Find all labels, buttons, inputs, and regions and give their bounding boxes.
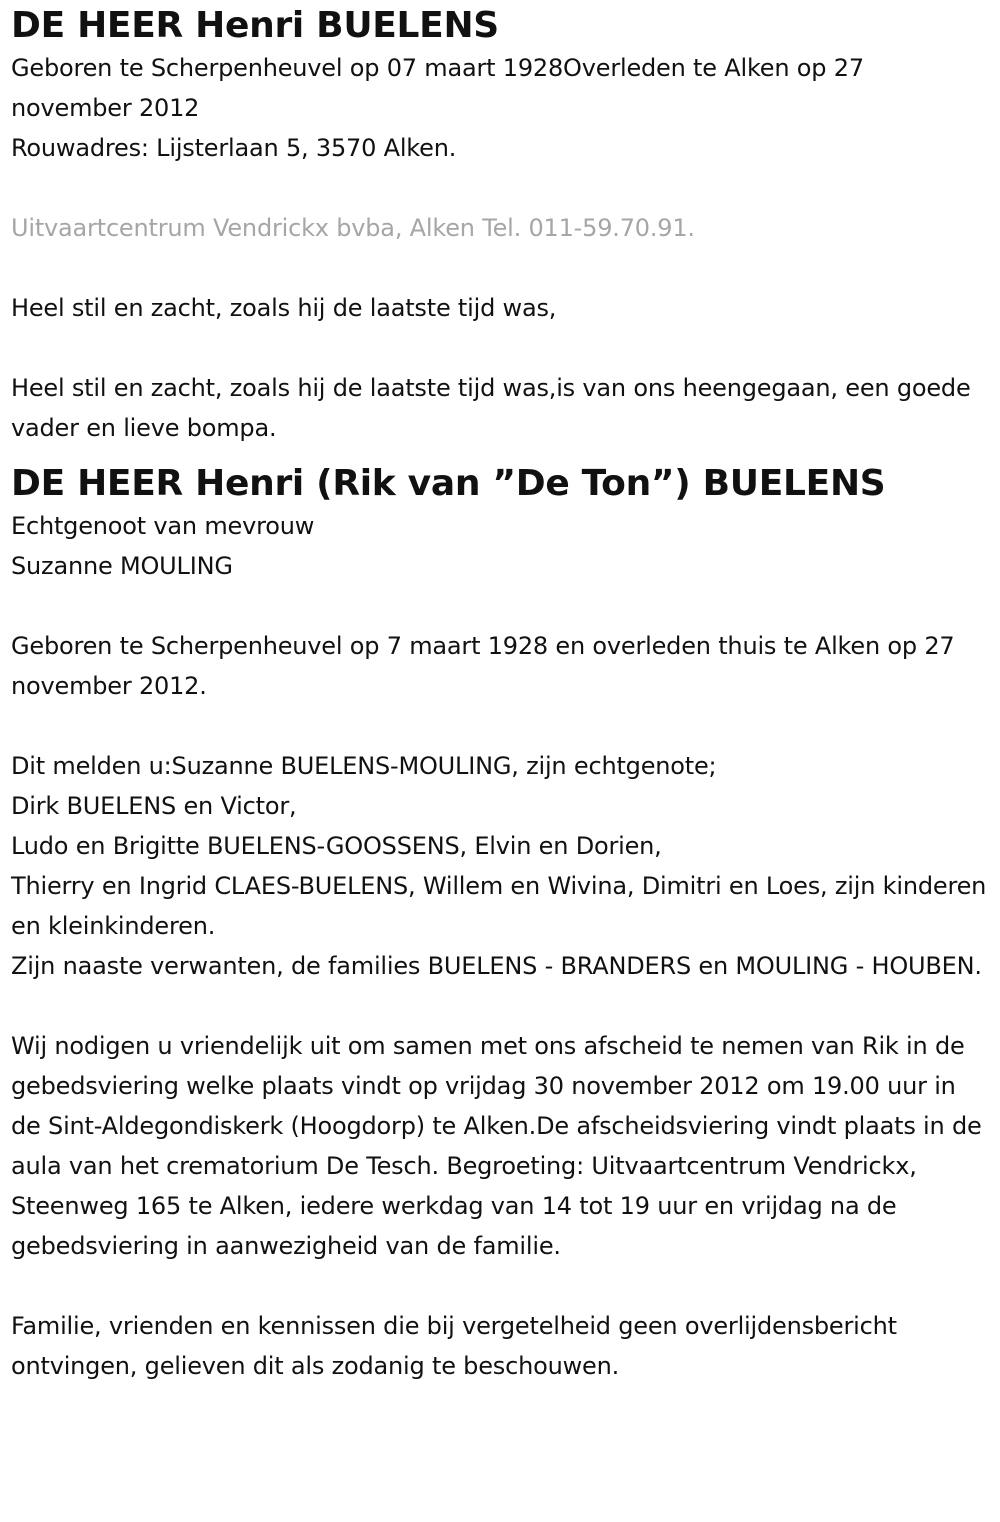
family-line: Ludo en Brigitte BUELENS-GOOSSENS, Elvin en Dorien,: [11, 832, 662, 860]
closing-paragraph: Familie, vrienden en kennissen die bij vergetelheid geen overlijdensbericht ontvingen, gelieven dit als zodanig te beschouwen.: [11, 1312, 897, 1380]
spacer: [11, 1266, 988, 1306]
notice-section: [11, 462, 988, 1386]
spacer: [11, 706, 988, 746]
page-title: DE HEER Henri BUELENS: [11, 5, 499, 46]
birth-death-summary: Geboren te Scherpenheuvel op 07 maart 1928Overleden te Alken op 27 november 2012: [11, 54, 864, 122]
obituary-page: [0, 4, 1000, 1386]
spacer: [11, 328, 988, 368]
intro-paragraph: Heel stil en zacht, zoals hij de laatste tijd was,is van ons heengegaan, een goede vader en lieve bompa.: [11, 374, 971, 442]
family-line: Zijn naaste verwanten, de families BUELENS - BRANDERS en MOULING - HOUBEN.: [11, 952, 982, 980]
intro-line: Heel stil en zacht, zoals hij de laatste tijd was,: [11, 294, 557, 322]
spouse-name: Suzanne MOULING: [11, 552, 233, 580]
family-line: Dirk BUELENS en Victor,: [11, 792, 297, 820]
spacer: [11, 168, 988, 208]
family-line: Thierry en Ingrid CLAES-BUELENS, Willem en Wivina, Dimitri en Loes, zijn kinderen en kleinkinderen.: [11, 872, 987, 940]
notice-title: DE HEER Henri (Rik van ”De Ton”) BUELENS: [11, 463, 886, 504]
funeral-home-info: Uitvaartcentrum Vendrickx bvba, Alken Tel. 011-59.70.91.: [11, 214, 695, 242]
spacer: [11, 248, 988, 288]
notice-birth-death: Geboren te Scherpenheuvel op 7 maart 1928 en overleden thuis te Alken op 27 november 2012.: [11, 632, 955, 700]
spacer: [11, 986, 988, 1026]
spouse-line: Echtgenoot van mevrouw: [11, 512, 315, 540]
ceremony-paragraph: Wij nodigen u vriendelijk uit om samen met ons afscheid te nemen van Rik in de gebedsviering welke plaats vindt op vrijdag 30 november 2012 om 19.00 uur in de Sint-Aldegondiskerk (Hoogdorp) te Alken.De afscheidsviering vindt plaats in de aula van het crematorium De Tesch. Begroeting: Uitvaartcentrum Vendrickx, Steenweg 165 te Alken, iedere werkdag van 14 tot 19 uur en vrijdag na de gebedsviering in aanwezigheid van de familie.: [11, 1032, 982, 1260]
spacer: [11, 586, 988, 626]
mourning-address: Rouwadres: Lijsterlaan 5, 3570 Alken.: [11, 134, 457, 162]
family-line: Dit melden u:Suzanne BUELENS-MOULING, zijn echtgenote;: [11, 752, 717, 780]
